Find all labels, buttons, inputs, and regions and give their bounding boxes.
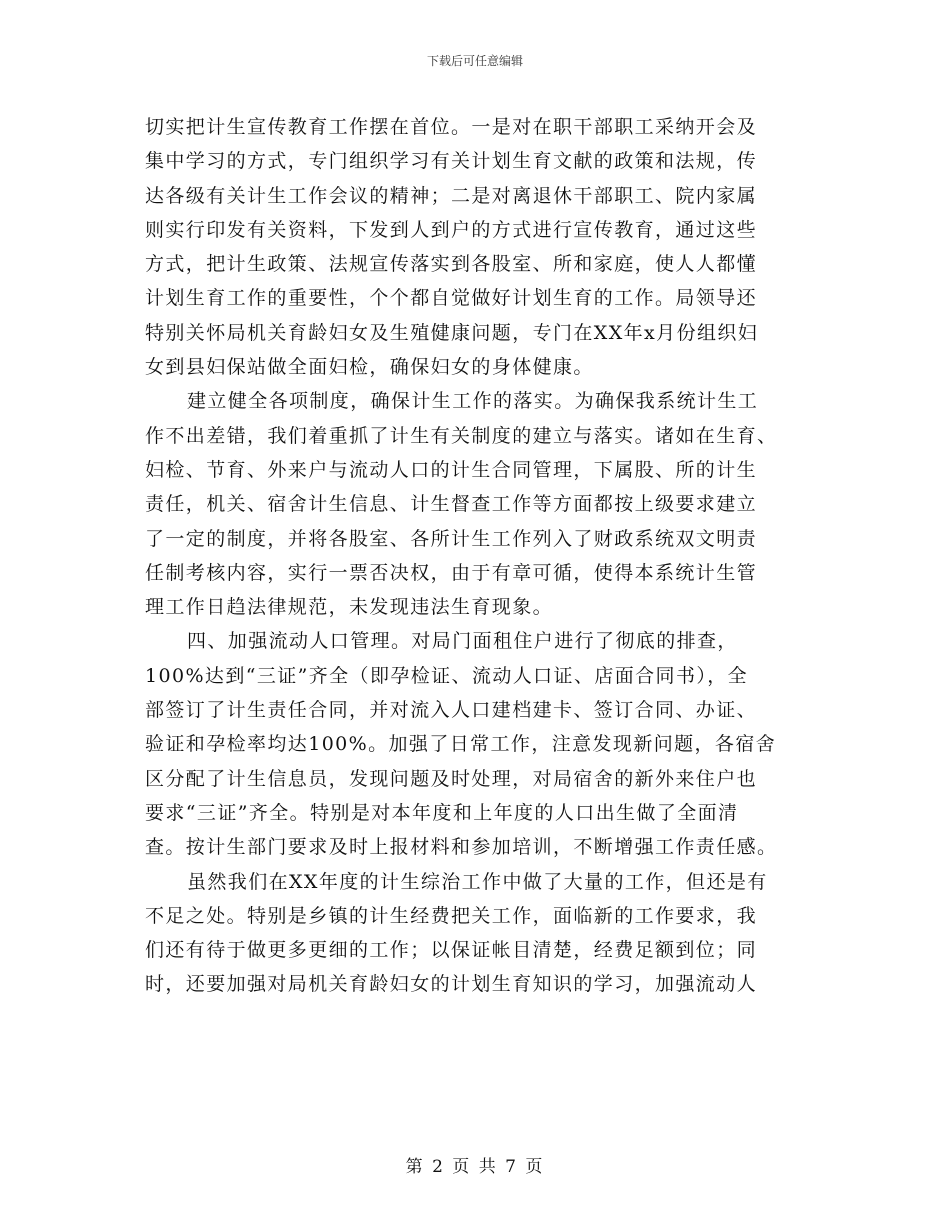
text-line: 查。按计生部门要求及时上报材料和参加培训，不断增强工作责任感。 xyxy=(145,836,778,859)
body-text xyxy=(145,110,805,1002)
paragraph-4 xyxy=(145,865,805,1002)
text-line: 方式，把计生政策、法规宣传落实到各股室、所和家庭，使人人都懂 xyxy=(145,253,758,276)
text-line: 了一定的制度，并将各股室、各所计生工作列入了财政系统双文明责 xyxy=(145,527,758,550)
text-line: 作不出差错，我们着重抓了计生有关制度的建立与落实。诸如在生育、 xyxy=(145,424,778,447)
text-line: 达各级有关计生工作会议的精神；二是对离退休干部职工、院内家属 xyxy=(145,184,758,207)
text-line-indented: 四、加强流动人口管理。对局门面租住户进行了彻底的排查， xyxy=(187,630,738,653)
text-line: 计划生育工作的重要性，个个都自觉做好计划生育的工作。局领导还 xyxy=(145,287,758,310)
text-line: 区分配了计生信息员，发现问题及时处理，对局宿舍的新外来住户也 xyxy=(145,767,758,790)
paragraph-2 xyxy=(145,384,805,624)
paragraph-3 xyxy=(145,624,805,864)
text-line: 妇检、节育、外来户与流动人口的计生合同管理，下属股、所的计生 xyxy=(145,458,758,481)
text-line: 验证和孕检率均达100%。加强了日常工作，注意发现新问题，各宿舍 xyxy=(145,733,777,756)
text-line: 们还有待于做更多更细的工作；以保证帐目清楚，经费足额到位；同 xyxy=(145,939,758,962)
text-line: 不足之处。特别是乡镇的计生经费把关工作，面临新的工作要求，我 xyxy=(145,904,758,927)
text-line: 部签订了计生责任合同，并对流入人口建档建卡、签订合同、办证、 xyxy=(145,699,758,722)
text-line: 切实把计生宣传教育工作摆在首位。一是对在职干部职工采纳开会及 xyxy=(145,116,758,138)
text-line: 理工作日趋法律规范，未发现违法生育现象。 xyxy=(145,596,554,619)
page-header-note: 下载后可任意编辑 xyxy=(426,54,523,68)
text-line: 则实行印发有关资料，下发到人到户的方式进行宣传教育，通过这些 xyxy=(145,218,758,241)
text-line-indented: 虽然我们在XX年度的计生综治工作中做了大量的工作，但还是有 xyxy=(187,870,768,893)
text-line-indented: 建立健全各项制度，确保计生工作的落实。为确保我系统计生工 xyxy=(187,390,759,413)
text-line: 100%达到“三证”齐全（即孕检证、流动人口证、店面合同书），全 xyxy=(145,664,749,687)
page-number-footer: 第 2 页 共 7 页 xyxy=(405,1157,545,1177)
text-line: 时，还要加强对局机关育龄妇女的计划生育知识的学习，加强流动人 xyxy=(145,973,758,996)
text-line: 女到县妇保站做全面妇检，确保妇女的身体健康。 xyxy=(145,356,594,379)
paragraph-1 xyxy=(145,110,805,384)
text-line: 任制考核内容，实行一票否决权，由于有章可循，使得本系统计生管 xyxy=(145,561,758,584)
text-line: 特别关怀局机关育龄妇女及生殖健康问题，专门在XX年x月份组织妇 xyxy=(145,321,759,344)
text-line: 集中学习的方式，专门组织学习有关计划生育文献的政策和法规，传 xyxy=(145,150,758,173)
text-line: 责任，机关、宿舍计生信息、计生督查工作等方面都按上级要求建立 xyxy=(145,493,758,516)
text-line: 要求“三证”齐全。特别是对本年度和上年度的人口出生做了全面清 xyxy=(145,801,739,824)
